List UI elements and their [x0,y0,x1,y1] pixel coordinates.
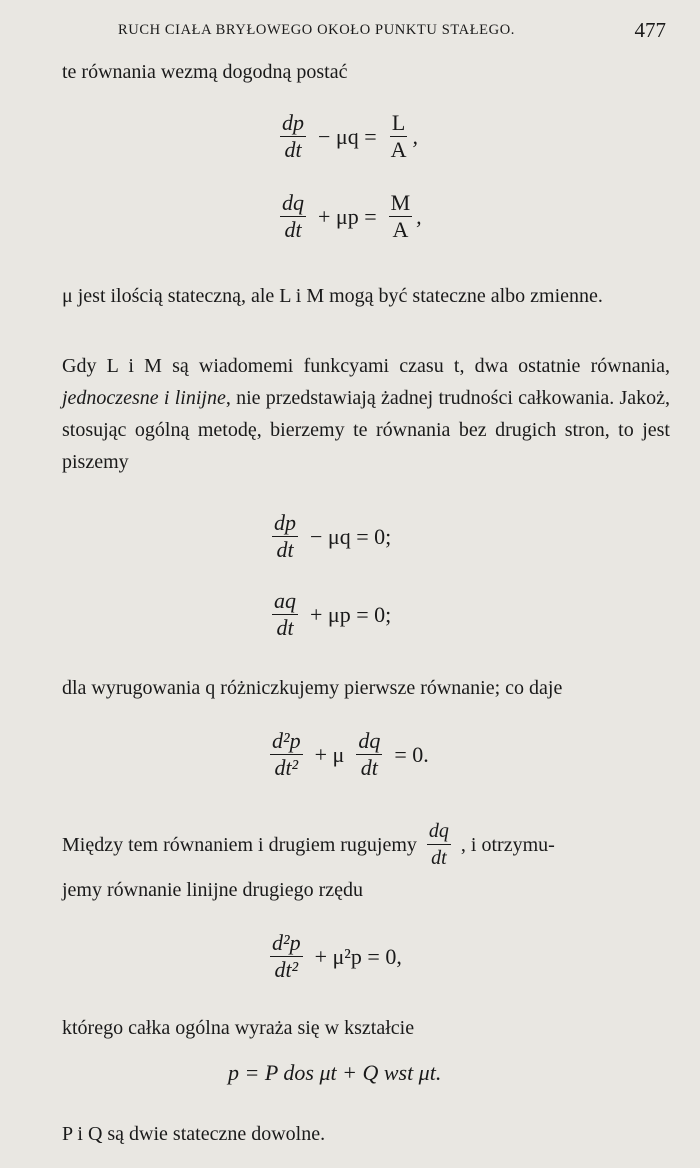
paragraph-7: P i Q są dwie stateczne dowolne. [62,1123,326,1145]
page-header [0,18,700,48]
paragraph-5-cont: jemy równanie linijne drugiego rzędu [62,879,364,901]
equation-1: $\frac{dp}{dt}$ − μq = $\frac{L}{A}$ , [282,110,418,162]
fraction: $\frac{L}{A}$ [390,110,407,162]
equation-5: $\frac{\text{d²p}}{\text{dt²}}$ + μ $\frac{dq}{dt}$ = 0. [272,728,429,780]
paragraph-5: Między tem równaniem i drugiem rugujemy $\frac{dq}{dt}$ , i otrzymu- [62,820,555,869]
page-number: 477 [634,18,666,42]
paragraph-6: którego całka ogólna wyraża się w kształcie [62,1017,415,1039]
fraction: $\frac{\text{d²p}}{\text{dt²}}$ [272,930,301,982]
equation-2: $\frac{dq}{dt}$ + μp = $\frac{M}{A}$ , [282,190,422,242]
paragraph-intro: te równania wezmą dogodną postać [62,61,348,83]
fraction: $\frac{dq}{dt}$ [282,190,304,242]
inline-fraction: $\frac{dq}{dt}$ [428,820,449,869]
equation-6: $\frac{\text{d²p}}{\text{dt²}}$ + μ²p = 0, [272,930,402,982]
paragraph-2: μ jest ilością stateczną, ale L i M mogą być stateczne albo zmienne. [62,285,603,307]
fraction: $\frac{aq}{dt}$ [274,588,296,640]
fraction: $\frac{dp}{dt}$ [282,110,304,162]
fraction: $\frac{dp}{dt}$ [274,510,296,562]
fraction: $\frac{\text{d²p}}{\text{dt²}}$ [272,728,301,780]
equation-4: $\frac{aq}{dt}$ + μp = 0; [274,588,392,640]
equation-3: $\frac{dp}{dt}$ − μq = 0; [274,510,392,562]
equation-7: p = P dos μt + Q wst μt. [228,1060,442,1085]
fraction: $\frac{dq}{dt}$ [358,728,381,780]
fraction: $\frac{M}{A}$ [390,190,411,242]
running-head: RUCH CIAŁA BRYŁOWEGO OKOŁO PUNKTU STAŁEGO. [118,22,516,38]
paragraph-3: Gdy L i M są wiadomemi funkcyami czasu t, dwa ostatnie równania, jednoczesne i linijne, nie przedstawiają żadnej trudności całkowania. Jakoż, stosując ogólną metodę, bierzemy te równania bez drugich stron, to jest piszemy [62,355,670,473]
paragraph-4: dla wyrugowania q różniczkujemy pierwsze równanie; co daje [62,677,563,699]
